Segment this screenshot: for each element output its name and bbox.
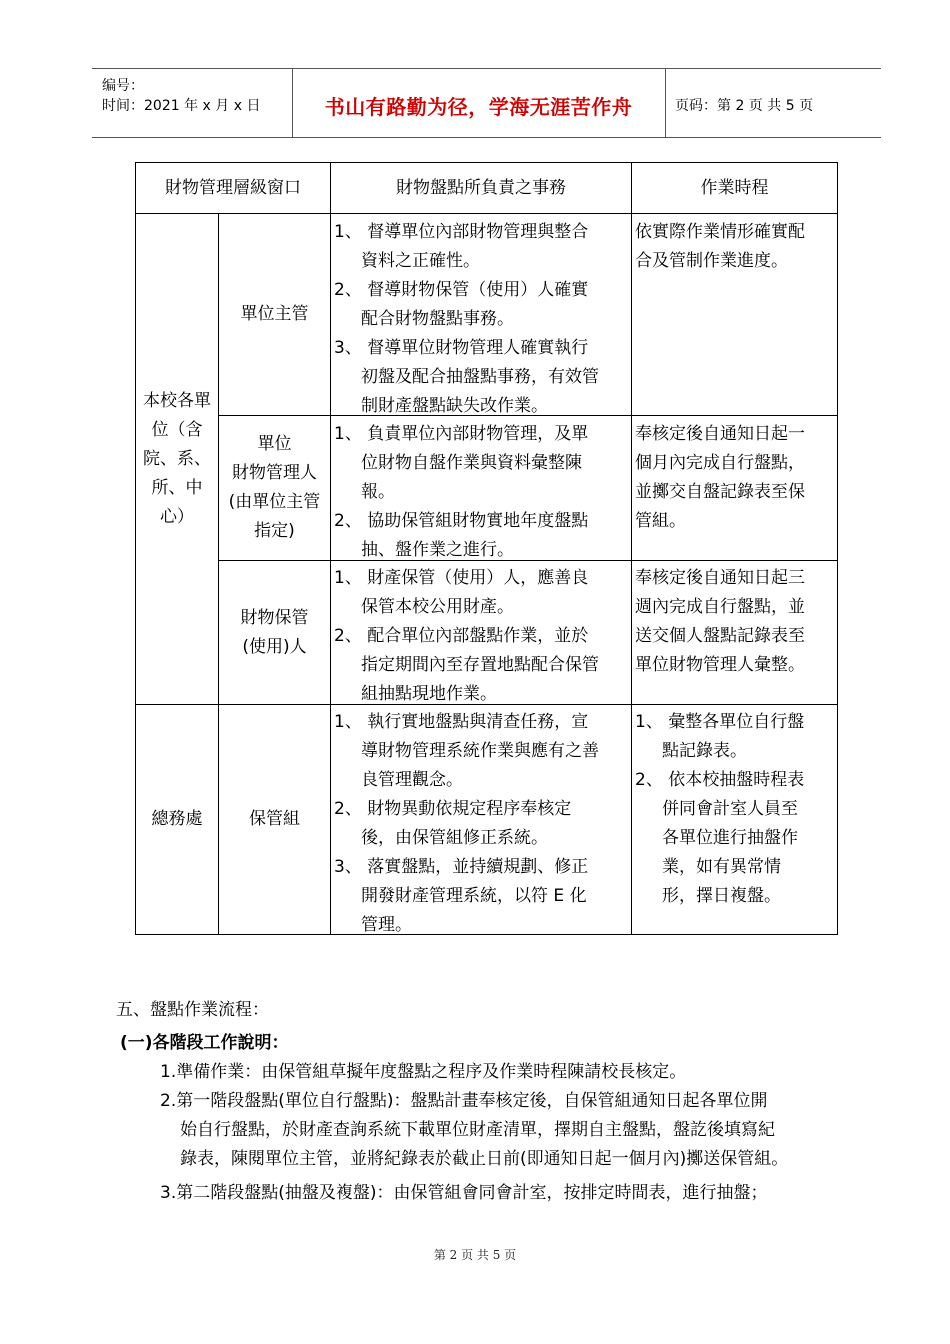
role-line: (使用)人 xyxy=(242,636,307,657)
duty-line: 管理。 xyxy=(334,915,413,935)
page-footer: 第 2 页 共 5 页 xyxy=(433,1248,517,1262)
duty-line: 指定期間內至存置地點配合保管 xyxy=(334,655,600,675)
schedule-line: 合及管制作業進度。 xyxy=(635,251,788,271)
schedule-line: 依實際作業情形確實配 xyxy=(635,222,805,242)
schedule-line: 各單位進行抽盤作 xyxy=(635,828,799,848)
table-header-duties-text: 財物盤點所負責之事務 xyxy=(396,177,566,198)
duty-line: 抽、盤作業之進行。 xyxy=(334,540,515,560)
section-title: 五、盤點作業流程： xyxy=(116,1000,269,1020)
duty-line: 配合財物盤點事務。 xyxy=(334,309,515,329)
duty-line: 良管理觀念。 xyxy=(334,770,464,790)
group-label-units xyxy=(136,214,218,704)
schedule-line: 奉核定後自通知日起三 xyxy=(635,568,805,588)
group-label-units-line: 所、中 xyxy=(151,477,203,498)
schedule-line: 點記錄表。 xyxy=(635,741,748,761)
duty-line: 1、 執行實地盤點與清查任務，宣 xyxy=(334,712,589,732)
duty-line: 開發財產管理系統，以符 E 化 xyxy=(334,886,587,906)
duty-line: 2、 督導財物保管（使用）人確實 xyxy=(334,280,589,300)
duty-line: 1、 負責單位內部財物管理，及單 xyxy=(334,424,589,444)
header-page-label: 页码：第 2 页 共 5 页 xyxy=(675,98,814,114)
duties-custodian xyxy=(334,564,630,709)
duty-line: 2、 財物異動依規定程序奉核定 xyxy=(334,799,572,819)
role-line: 單位主管 xyxy=(240,304,309,324)
duty-line: 後，由保管組修正系統。 xyxy=(334,828,549,848)
duty-line: 3、 落實盤點，並持續規劃、修正 xyxy=(334,857,589,877)
schedule-property-manager xyxy=(635,420,837,536)
duty-line: 制財產盤點缺失改作業。 xyxy=(334,396,549,416)
header-info-cell xyxy=(92,69,293,137)
table-line-v3 xyxy=(631,162,632,935)
duty-line: 初盤及配合抽盤點事務，有效管 xyxy=(334,367,600,387)
role-line: 財物保管 xyxy=(240,607,309,628)
duty-line: 1、 督導單位內部財物管理與整合 xyxy=(334,222,589,242)
schedule-line: 形，擇日複盤。 xyxy=(635,886,782,906)
role-property-manager xyxy=(219,416,330,560)
schedule-custody-section xyxy=(635,708,837,911)
group-label-units-line: 位（含 xyxy=(151,419,203,440)
schedule-line: 奉核定後自通知日起一 xyxy=(635,424,805,444)
table-line-v2 xyxy=(330,162,331,935)
role-line: 財物管理人 xyxy=(231,463,317,483)
page-header xyxy=(92,68,881,138)
duty-line: 2、 協助保管組財物實地年度盤點 xyxy=(334,511,589,531)
schedule-line: 單位財物管理人彙整。 xyxy=(635,655,805,675)
group-label-units-line: 心） xyxy=(160,506,194,527)
schedule-line: 並擲交自盤記錄表至保 xyxy=(635,482,805,502)
schedule-line: 併同會計室人員至 xyxy=(635,799,799,819)
table-border-right xyxy=(837,162,838,935)
schedule-line: 個月內完成自行盤點， xyxy=(635,453,805,473)
section-item-continued: 錄表，陳閱單位主管，並將紀錄表於截止日前(即通知日起一個月內)擲送保管組。 xyxy=(180,1149,789,1169)
table-header-level xyxy=(136,163,330,213)
duty-line: 1、 財產保管（使用）人，應善良 xyxy=(334,568,589,588)
role-line: 指定) xyxy=(254,521,295,541)
document-number-label: 编号： xyxy=(102,78,144,94)
header-motto-cell xyxy=(292,69,666,137)
role-custody-section xyxy=(219,705,330,934)
section-item: 1.準備作業：由保管組草擬年度盤點之程序及作業時程陳請校長核定。 xyxy=(160,1062,687,1082)
header-motto: 书山有路勤为径，学海无涯苦作舟 xyxy=(324,95,633,119)
table-header-schedule-text: 作業時程 xyxy=(700,177,769,198)
duty-line: 報。 xyxy=(334,482,396,502)
duties-unit-head xyxy=(334,218,630,421)
table-header-schedule xyxy=(632,163,837,213)
duty-line: 導財物管理系統作業與應有之善 xyxy=(334,741,600,761)
table-header-duties xyxy=(331,163,631,213)
section-item: 2.第一階段盤點(單位自行盤點)：盤點計畫奉核定後，自保管組通知日起各單位開 xyxy=(160,1091,768,1111)
duty-line: 3、 督導單位財物管理人確實執行 xyxy=(334,338,589,358)
role-line: (由單位主管 xyxy=(228,492,321,512)
subsection-title: (一)各階段工作說明： xyxy=(120,1033,289,1053)
role-line: 單位 xyxy=(257,434,292,454)
duty-line: 資料之正確性。 xyxy=(334,251,481,271)
schedule-line: 管組。 xyxy=(635,511,686,531)
duties-custody-section xyxy=(334,708,630,940)
duty-line: 保管本校公用財產。 xyxy=(334,597,515,617)
role-line: 保管組 xyxy=(249,809,300,829)
table-header-level-text: 財物管理層級窗口 xyxy=(165,177,301,198)
schedule-custodian xyxy=(635,564,837,680)
group-label-general-affairs xyxy=(136,705,218,934)
schedule-line: 1、 彙整各單位自行盤 xyxy=(635,712,805,732)
group-label-units-line: 院、系、 xyxy=(143,448,211,469)
group-label-general-affairs-text: 總務處 xyxy=(151,809,203,829)
duties-property-manager xyxy=(334,420,630,565)
duty-line: 2、 配合單位內部盤點作業，並於 xyxy=(334,626,589,646)
schedule-line: 2、 依本校抽盤時程表 xyxy=(635,770,805,790)
role-unit-head xyxy=(219,214,330,415)
duty-line: 組抽點現地作業。 xyxy=(334,684,498,704)
schedule-line: 業，如有異常情 xyxy=(635,857,782,877)
role-custodian xyxy=(219,561,330,704)
schedule-line: 送交個人盤點記錄表至 xyxy=(635,626,805,646)
document-time-label: 时间：2021 年 x 月 x 日 xyxy=(102,98,261,114)
header-page-cell xyxy=(665,69,881,137)
schedule-unit-head xyxy=(635,218,837,276)
duty-line: 位財物自盤作業與資料彙整陳 xyxy=(334,453,583,473)
group-label-units-line: 本校各單 xyxy=(143,390,211,411)
section-item-continued: 始自行盤點，於財產查詢系統下載單位財產清單，擇期自主盤點，盤訖後填寫紀 xyxy=(180,1120,775,1140)
schedule-line: 週內完成自行盤點，並 xyxy=(635,597,805,617)
section-item: 3.第二階段盤點(抽盤及複盤)：由保管組會同會計室，按排定時間表，進行抽盤； xyxy=(160,1183,768,1203)
